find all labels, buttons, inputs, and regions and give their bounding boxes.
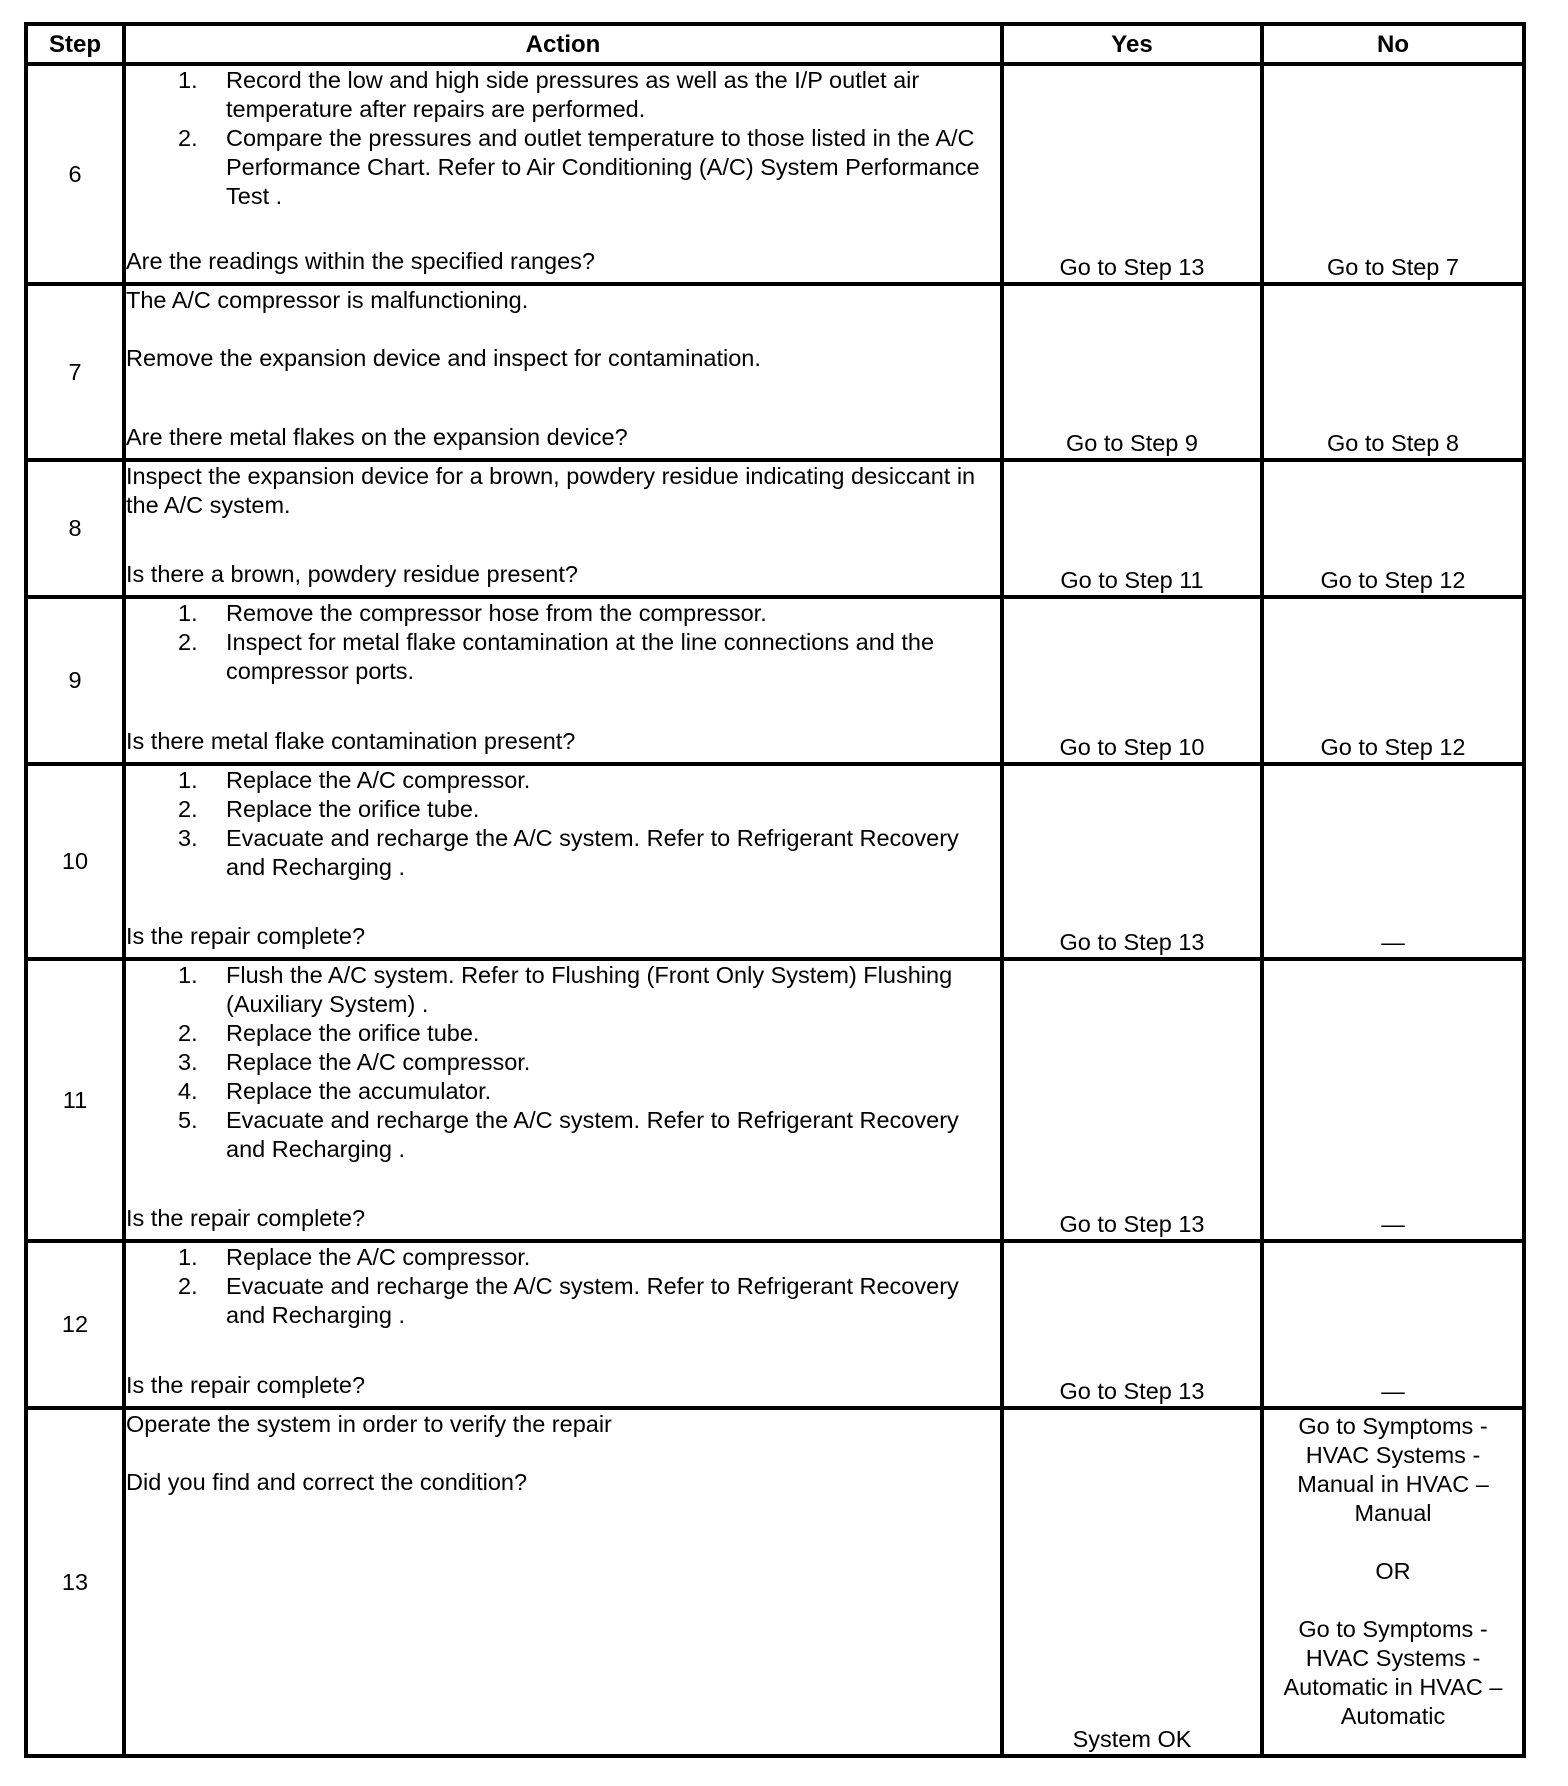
action-list — [126, 1243, 1000, 1330]
question-text: Are there metal flakes on the expansion device? — [126, 424, 628, 450]
list-item: 2. Inspect for metal flake contamination at the line connections and the compressor ports. — [178, 629, 935, 684]
action-text: Operate the system in order to verify the repair — [126, 1411, 612, 1437]
yes-cell: Go to Step 10 — [1002, 597, 1262, 764]
list-item: 1. Replace the A/C compressor. — [178, 1244, 531, 1270]
no-option-manual: Go to Symptoms - HVAC Systems - Manual in HVAC – Manual — [1297, 1413, 1489, 1526]
table-row-step-10 — [26, 764, 1524, 959]
yes-cell: Go to Step 13 — [1002, 764, 1262, 959]
action-list — [126, 599, 1000, 686]
table-row-step-11 — [26, 959, 1524, 1241]
action-cell — [124, 597, 1002, 764]
action-cell — [124, 1241, 1002, 1408]
list-item: 1. Remove the compressor hose from the compressor. — [178, 600, 767, 626]
action-cell — [124, 460, 1002, 597]
list-item: 2. Replace the orifice tube. — [178, 796, 480, 822]
step-number: 9 — [26, 597, 124, 764]
header-no: No — [1262, 24, 1524, 64]
action-list — [126, 961, 1000, 1164]
table-row-step-9 — [26, 597, 1524, 764]
no-cell: Go to Step 7 — [1262, 64, 1524, 284]
yes-cell: Go to Step 13 — [1002, 959, 1262, 1241]
action-text: Remove the expansion device and inspect for contamination. — [126, 345, 761, 371]
step-number: 12 — [26, 1241, 124, 1408]
table-row-step-13 — [26, 1408, 1524, 1756]
diagnostic-table — [24, 22, 1526, 1758]
list-item: 4. Replace the accumulator. — [178, 1078, 492, 1104]
table-row-step-12 — [26, 1241, 1524, 1408]
list-item: 2. Replace the orifice tube. — [178, 1020, 480, 1046]
list-item: 2. Evacuate and recharge the A/C system. Refer to Refrigerant Recovery and Recharging . — [178, 1273, 959, 1328]
action-text: Inspect the expansion device for a brown, powdery residue indicating desiccant in the A/C system. — [126, 463, 976, 518]
action-cell — [124, 64, 1002, 284]
question-text: Is the repair complete? — [126, 923, 366, 949]
list-item: 5. Evacuate and recharge the A/C system. Refer to Refrigerant Recovery and Recharging . — [178, 1107, 959, 1162]
yes-cell: Go to Step 11 — [1002, 460, 1262, 597]
action-text: The A/C compressor is malfunctioning. — [126, 287, 529, 313]
step-number: 6 — [26, 64, 124, 284]
step-number: 13 — [26, 1408, 124, 1756]
no-option-automatic: Go to Symptoms - HVAC Systems - Automatic in HVAC – Automatic — [1283, 1616, 1503, 1729]
step-number: 8 — [26, 460, 124, 597]
action-cell — [124, 1408, 1002, 1756]
question-text: Are the readings within the specified ranges? — [126, 248, 595, 274]
action-list — [126, 766, 1000, 882]
action-cell — [124, 959, 1002, 1241]
no-cell: — — [1262, 1241, 1524, 1408]
step-number: 10 — [26, 764, 124, 959]
list-item: 1. Flush the A/C system. Refer to Flushing (Front Only System) Flushing (Auxiliary System) . — [178, 962, 953, 1017]
no-cell: Go to Step 8 — [1262, 284, 1524, 460]
table-row-step-6 — [26, 64, 1524, 284]
table-row-step-7 — [26, 284, 1524, 460]
header-action: Action — [124, 24, 1002, 64]
no-cell: Go to Step 12 — [1262, 460, 1524, 597]
question-text: Did you find and correct the condition? — [126, 1469, 528, 1495]
no-option-or: OR — [1375, 1558, 1411, 1584]
question-text: Is the repair complete? — [126, 1205, 366, 1231]
list-item: 3. Replace the A/C compressor. — [178, 1049, 531, 1075]
list-item: 1. Replace the A/C compressor. — [178, 767, 531, 793]
table-row-step-8 — [26, 460, 1524, 597]
question-text: Is there metal flake contamination present? — [126, 728, 576, 754]
yes-cell: Go to Step 13 — [1002, 64, 1262, 284]
list-item: 3. Evacuate and recharge the A/C system. Refer to Refrigerant Recovery and Recharging . — [178, 825, 959, 880]
list-item: 2. Compare the pressures and outlet temperature to those listed in the A/C Performance Chart. Refer to Air Conditioning (A/C) System Performance Test . — [178, 125, 980, 209]
step-number: 11 — [26, 959, 124, 1241]
yes-cell: System OK — [1002, 1408, 1262, 1756]
no-cell — [1262, 1408, 1524, 1756]
action-cell — [124, 284, 1002, 460]
list-item: 1. Record the low and high side pressures as well as the I/P outlet air temperature after repairs are performed. — [178, 67, 920, 122]
header-step: Step — [26, 24, 124, 64]
yes-cell: Go to Step 9 — [1002, 284, 1262, 460]
action-list — [126, 66, 1000, 211]
no-cell: — — [1262, 959, 1524, 1241]
no-cell: — — [1262, 764, 1524, 959]
yes-cell: Go to Step 13 — [1002, 1241, 1262, 1408]
question-text: Is the repair complete? — [126, 1372, 366, 1398]
no-options — [1270, 1412, 1516, 1731]
header-row — [26, 24, 1524, 64]
no-cell: Go to Step 12 — [1262, 597, 1524, 764]
step-number: 7 — [26, 284, 124, 460]
header-yes: Yes — [1002, 24, 1262, 64]
action-cell — [124, 764, 1002, 959]
question-text: Is there a brown, powdery residue present? — [126, 561, 578, 587]
